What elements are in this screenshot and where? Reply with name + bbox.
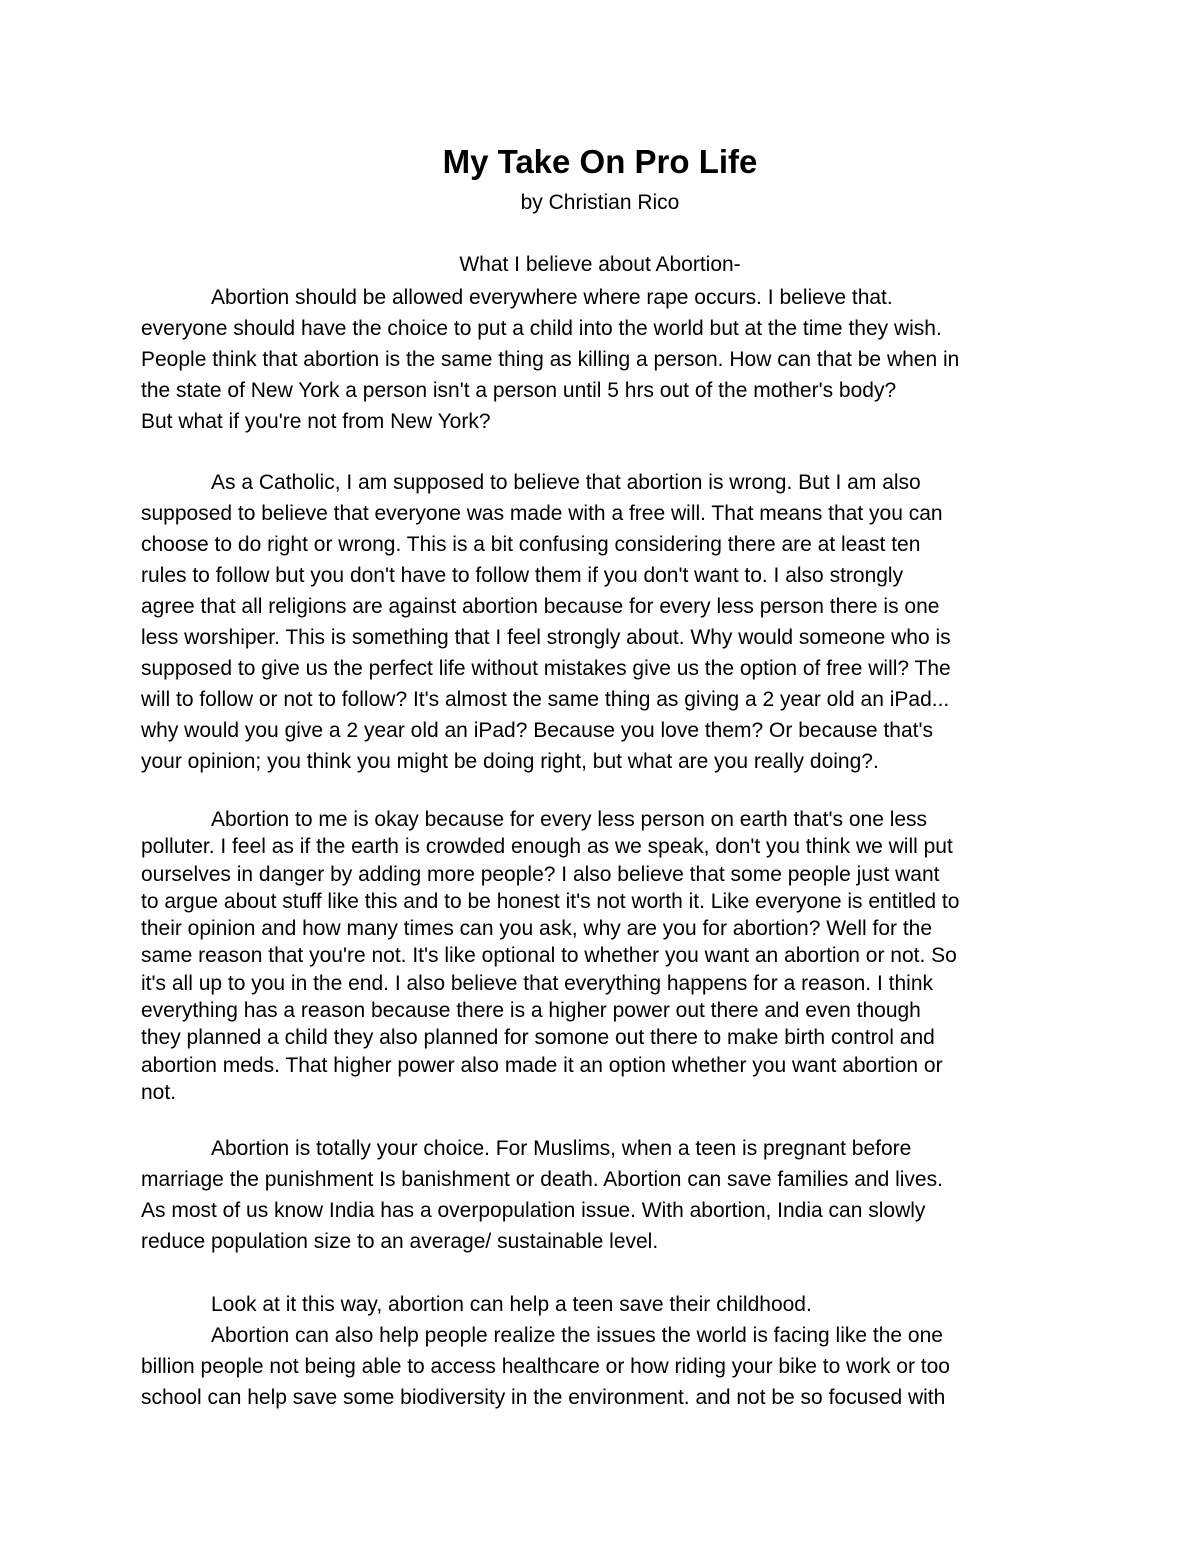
paragraph-line: will to follow or not to follow? It's almost the same thing as giving a 2 year old an iPad... <box>141 688 950 711</box>
paragraph-line: Abortion can also help people realize the issues the world is facing like the one <box>211 1324 943 1347</box>
paragraph-line: the state of New York a person isn't a person until 5 hrs out of the mother's body? <box>141 379 897 402</box>
paragraph-2 <box>141 467 1071 777</box>
paragraph-5 <box>141 1289 1071 1413</box>
paragraph-line: reduce population size to an average/ sustainable level. <box>141 1230 659 1253</box>
paragraph-line: abortion meds. That higher power also made it an option whether you want abortion or <box>141 1053 943 1077</box>
paragraph-line: school can help save some biodiversity in the environment. and not be so focused with <box>141 1386 946 1409</box>
paragraph-line: supposed to believe that everyone was made with a free will. That means that you can <box>141 502 943 525</box>
paragraph-line: less worshiper. This is something that I feel strongly about. Why would someone who is <box>141 626 951 649</box>
paragraph-line: As a Catholic, I am supposed to believe that abortion is wrong. But I am also <box>211 471 921 494</box>
paragraph-line: ourselves in danger by adding more people? I also believe that some people just want <box>141 862 940 886</box>
paragraph-line: why would you give a 2 year old an iPad? Because you love them? Or because that's <box>141 719 933 742</box>
paragraph-line: same reason that you're not. It's like optional to whether you want an abortion or not. So <box>141 944 957 968</box>
paragraph-3 <box>141 806 1071 1106</box>
paragraph-line: Abortion is totally your choice. For Muslims, when a teen is pregnant before <box>211 1137 912 1160</box>
paragraph-line: everyone should have the choice to put a child into the world but at the time they wish. <box>141 317 942 340</box>
paragraph-line: rules to follow but you don't have to follow them if you don't want to. I also strongly <box>141 564 904 587</box>
paragraph-line: to argue about stuff like this and to be honest it's not worth it. Like everyone is entitled to <box>141 889 960 913</box>
paragraph-line: marriage the punishment Is banishment or death. Abortion can save families and lives. <box>141 1168 943 1191</box>
section-heading: What I believe about Abortion- <box>459 253 741 276</box>
paragraph-4 <box>141 1133 1071 1257</box>
paragraph-line: everything has a reason because there is a higher power out there and even though <box>141 999 921 1023</box>
paragraph-line: they planned a child they also planned for somone out there to make birth control and <box>141 1026 935 1050</box>
paragraph-line: As most of us know India has a overpopulation issue. With abortion, India can slowly <box>141 1199 926 1222</box>
document-title: My Take On Pro Life <box>442 143 758 180</box>
document-author: by Christian Rico <box>520 191 680 214</box>
paragraph-1 <box>141 282 1071 437</box>
paragraph-line: People think that abortion is the same thing as killing a person. How can that be when in <box>141 348 960 371</box>
paragraph-line: But what if you're not from New York? <box>141 410 491 433</box>
paragraph-line: your opinion; you think you might be doing right, but what are you really doing?. <box>141 750 879 773</box>
paragraph-line: supposed to give us the perfect life without mistakes give us the option of free will? The <box>141 657 951 680</box>
paragraph-line: their opinion and how many times can you ask, why are you for abortion? Well for the <box>141 917 933 941</box>
paragraph-line: billion people not being able to access healthcare or how riding your bike to work or too <box>141 1355 950 1378</box>
paragraph-line: polluter. I feel as if the earth is crowded enough as we speak, don't you think we will put <box>141 835 953 859</box>
paragraph-line: Look at it this way, abortion can help a teen save their childhood. <box>211 1293 812 1316</box>
paragraph-line: agree that all religions are against abortion because for every less person there is one <box>141 595 940 618</box>
paragraph-line: Abortion should be allowed everywhere where rape occurs. I believe that. <box>211 286 893 309</box>
paragraph-line: Abortion to me is okay because for every less person on earth that's one less <box>211 808 928 831</box>
paragraph-line: choose to do right or wrong. This is a bit confusing considering there are at least ten <box>141 533 921 556</box>
paragraph-line: it's all up to you in the end. I also believe that everything happens for a reason. I think <box>141 971 934 995</box>
paragraph-line: not. <box>141 1080 177 1104</box>
